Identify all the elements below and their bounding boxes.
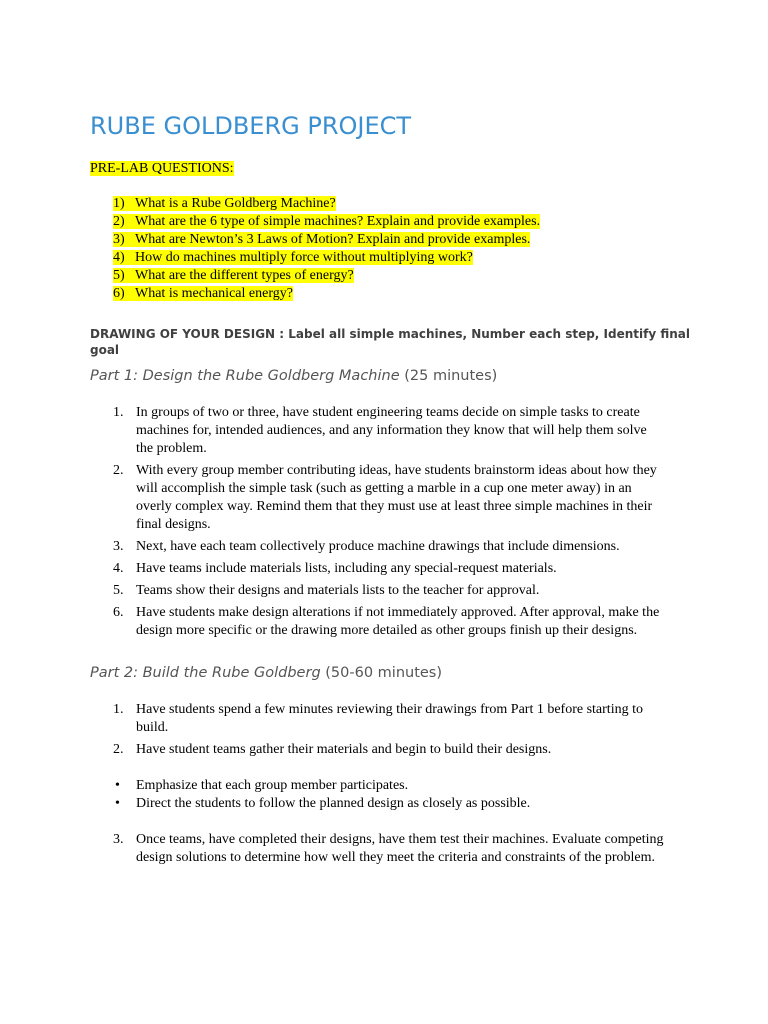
prelab-question — [113, 213, 540, 231]
part2-duration: (50-60 minutes) — [325, 665, 443, 681]
part2-steps — [113, 701, 666, 763]
part2-final-step — [113, 831, 666, 871]
part1-steps — [113, 404, 666, 644]
step-text: Have teams include materials lists, including any special-request materials. — [136, 561, 557, 576]
step-number: 1. — [113, 702, 124, 717]
part1-duration: (25 minutes) — [404, 368, 498, 384]
step-text: Next, have each team collectively produce machine drawings that include dimensions. — [136, 539, 620, 554]
question-number: 1) — [113, 196, 125, 211]
list-item — [113, 404, 666, 458]
bullet-item — [113, 777, 666, 795]
step-text: Have students spend a few minutes reviewing their drawings from Part 1 before starting to build. — [136, 702, 643, 735]
step-number: 6. — [113, 605, 124, 620]
bullet-item — [113, 795, 666, 813]
list-item — [113, 604, 666, 640]
bullet-text: Emphasize that each group member participates. — [136, 778, 409, 793]
question-number: 2) — [113, 214, 125, 229]
step-number: 3. — [113, 539, 124, 554]
question-number: 6) — [113, 286, 125, 301]
question-text: How do machines multiply force without multiplying work? — [135, 250, 473, 265]
step-number: 4. — [113, 561, 124, 576]
part2-heading — [90, 663, 442, 683]
step-number: 2. — [113, 742, 124, 757]
prelab-heading — [90, 159, 234, 179]
part1-title: Part 1: Design the Rube Goldberg Machine — [90, 368, 400, 384]
step-number: 5. — [113, 583, 124, 598]
question-text: What are the 6 type of simple machines? Explain and provide examples. — [135, 214, 541, 229]
list-item — [113, 462, 666, 534]
step-text: With every group member contributing ideas, have students brainstorm ideas about how they will accomplish the simple task (such as getting a marble in a cup one meter away) in an overly complex way. Remind them that they must use at least three simple machines in their final designs. — [136, 463, 657, 532]
prelab-question-list — [113, 195, 540, 303]
part2-title: Part 2: Build the Rube Goldberg — [90, 665, 321, 681]
list-item — [113, 741, 666, 759]
list-item — [113, 560, 666, 578]
prelab-question — [113, 249, 540, 267]
list-item — [113, 831, 666, 867]
prelab-question — [113, 231, 540, 249]
bullet-text: Direct the students to follow the planned design as closely as possible. — [136, 796, 531, 811]
question-text: What are Newton’s 3 Laws of Motion? Explain and provide examples. — [135, 232, 531, 247]
question-text: What is mechanical energy? — [135, 286, 293, 301]
step-text: Have students make design alterations if not immediately approved. After approval, make the design more specific or the drawing more detailed as other groups finish up their designs. — [136, 605, 660, 638]
bullet-symbol: • — [115, 778, 120, 793]
question-number: 3) — [113, 232, 125, 247]
step-number: 1. — [113, 405, 124, 420]
prelab-question — [113, 195, 540, 213]
prelab-heading-text: PRE-LAB QUESTIONS: — [90, 161, 234, 176]
question-number: 5) — [113, 268, 125, 283]
bullet-symbol: • — [115, 796, 120, 811]
drawing-instructions: DRAWING OF YOUR DESIGN : Label all simple machines, Number each step, Identify final goal — [90, 327, 690, 357]
part2-bullets — [113, 777, 666, 813]
question-text: What are the different types of energy? — [135, 268, 354, 283]
list-item — [113, 701, 666, 737]
step-text: Have student teams gather their materials and begin to build their designs. — [136, 742, 552, 757]
prelab-question — [113, 285, 540, 303]
step-text: In groups of two or three, have student engineering teams decide on simple tasks to create machines for, intended audiences, and any information they know that will help them solve the problem. — [136, 405, 647, 456]
question-text: What is a Rube Goldberg Machine? — [135, 196, 336, 211]
list-item — [113, 538, 666, 556]
list-item — [113, 582, 666, 600]
step-number: 2. — [113, 463, 124, 478]
prelab-question — [113, 267, 540, 285]
part1-heading — [90, 366, 497, 386]
step-text: Teams show their designs and materials lists to the teacher for approval. — [136, 583, 540, 598]
question-number: 4) — [113, 250, 125, 265]
step-number: 3. — [113, 832, 124, 847]
step-text: Once teams, have completed their designs, have them test their machines. Evaluate competing design solutions to determine how well they meet the criteria and constraints of the problem. — [136, 832, 664, 865]
page-title: RUBE GOLDBERG PROJECT — [90, 112, 412, 140]
